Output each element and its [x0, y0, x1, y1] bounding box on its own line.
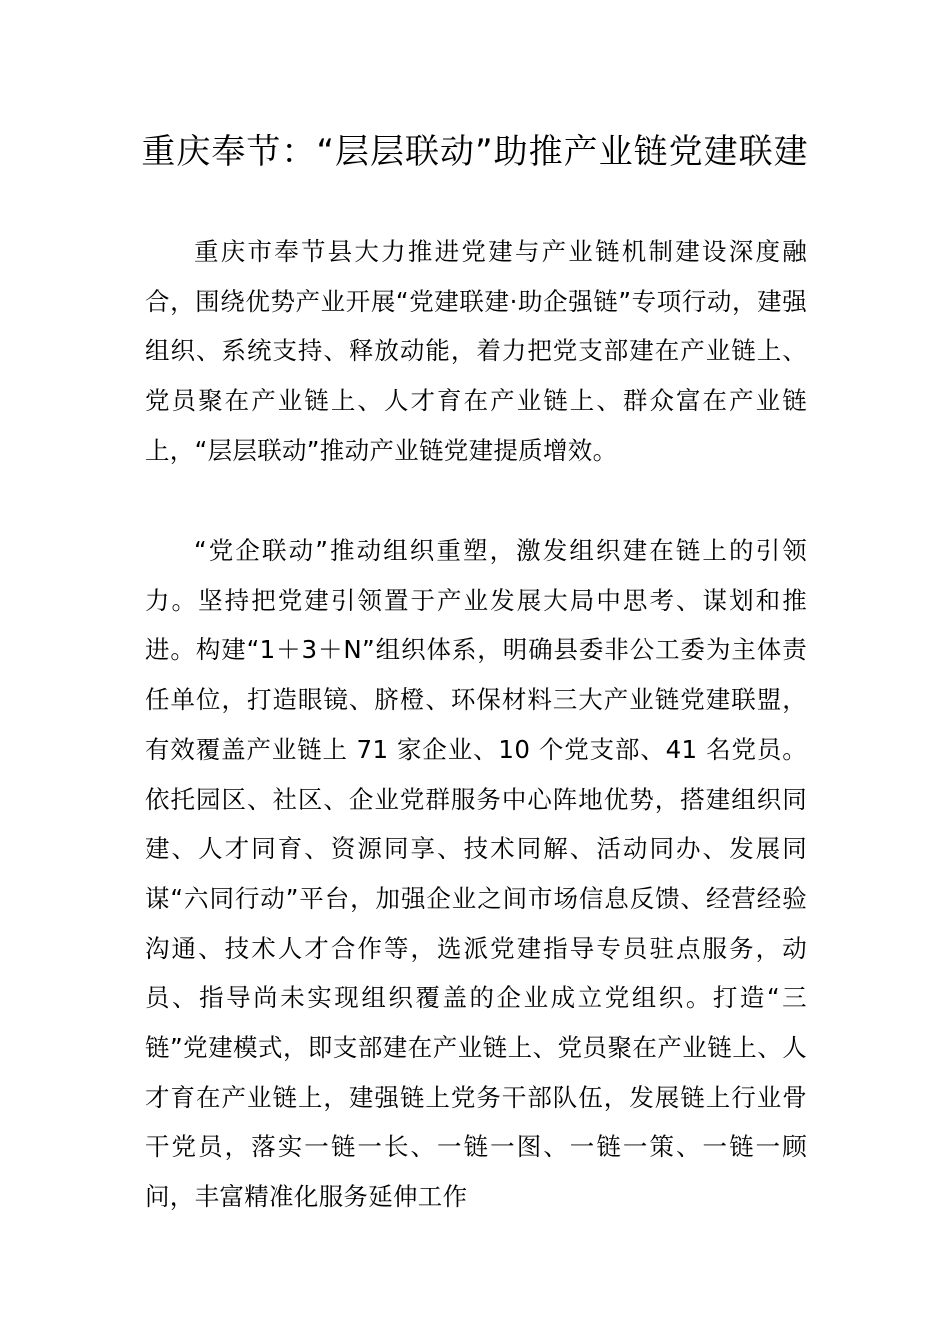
paragraph-intro: 重庆市奉节县大力推进党建与产业链机制建设深度融合，围绕优势产业开展“党建联建·助企强链”专项行动，建强组织、系统支持、释放动能，着力把党支部建在产业链上、党员聚在产业链上、人才育在产业链上、群众富在产业链上，“层层联动”推动产业链党建提质增效。 [145, 237, 807, 465]
paragraph-party-enterprise-linkage: “党企联动”推动组织重塑，激发组织建在链上的引领力。坚持把党建引领置于产业发展大局中思考、谋划和推进。构建“1＋3＋N”组织体系，明确县委非公工委为主体责任单位，打造眼镜、脐橙、环保材料三大产业链党建联盟，有效覆盖产业链上 71 家企业、10 个党支部、41 名党员。依托园区、社区、企业党群服务中心阵地优势，搭建组织同建、人才同育、资源同享、技术同解、活动同办、发展同谋“六同行动”平台，加强企业之间市场信息反馈、经营经验沟通、技术人才合作等，选派党建指导专员驻点服务，动员、指导尚未实现组织覆盖的企业成立党组织。打造“三链”党建模式，即支部建在产业链上、党员聚在产业链上、人才育在产业链上，建强链上党务干部队伍，发展链上行业骨干党员，落实一链一长、一链一图、一链一策、一链一顾问，丰富精准化服务延伸工作 [145, 536, 807, 1212]
document-title: 重庆奉节：“层层联动”助推产业链党建联建 [141, 132, 809, 172]
